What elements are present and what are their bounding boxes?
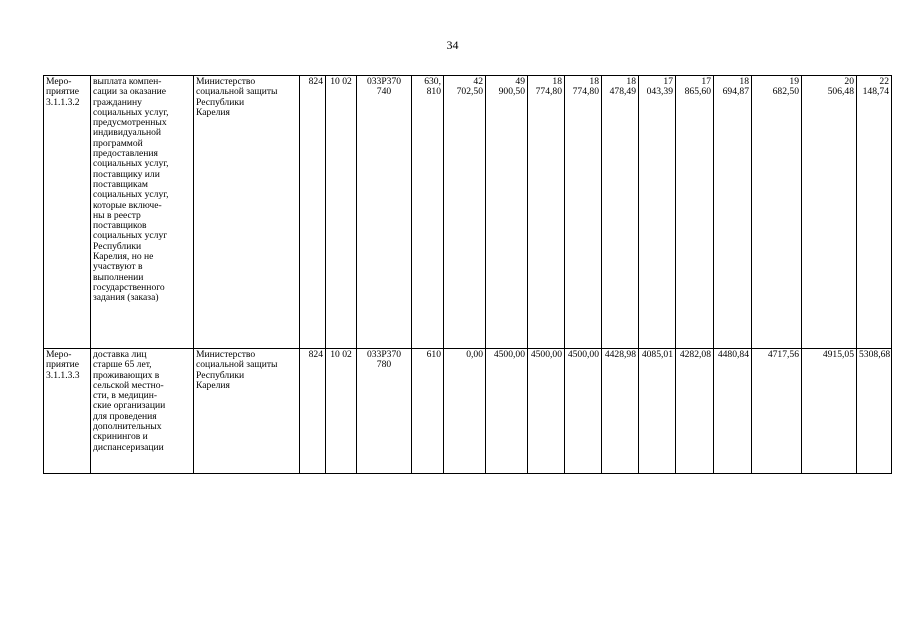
- value-cell: 20 506,48: [802, 76, 857, 349]
- executor-cell: Министерство социальной защиты Республики Карелия: [194, 349, 300, 474]
- value-cell: 22 148,74: [857, 76, 892, 349]
- value-cell: 4500,00: [486, 349, 528, 474]
- value-cell: 4480,84: [714, 349, 752, 474]
- page-number: 34: [446, 38, 459, 52]
- value-cell: 4428,98: [602, 349, 639, 474]
- executor-cell: Министерство социальной защиты Республики Карелия: [194, 76, 300, 349]
- measure-code-cell: Меро- приятие 3.1.1.3.2: [44, 76, 91, 349]
- value-cell: 17 865,60: [676, 76, 714, 349]
- budget-table: [43, 75, 892, 474]
- rzpr-cell: 10 02: [326, 76, 357, 349]
- value-cell: 0,00: [444, 349, 486, 474]
- value-cell: 4500,00: [528, 349, 565, 474]
- value-cell: 4500,00: [565, 349, 602, 474]
- grbs-cell: 824: [300, 349, 326, 474]
- value-cell: 18 774,80: [528, 76, 565, 349]
- grbs-cell: 824: [300, 76, 326, 349]
- value-cell: 42 702,50: [444, 76, 486, 349]
- value-cell: 5308,68: [857, 349, 892, 474]
- value-cell: 18 478,49: [602, 76, 639, 349]
- value-cell: 4282,08: [676, 349, 714, 474]
- table-row: [44, 76, 892, 349]
- rzpr-cell: 10 02: [326, 349, 357, 474]
- vr-cell: 610: [412, 349, 444, 474]
- value-cell: 4085,01: [639, 349, 676, 474]
- value-cell: 4717,56: [752, 349, 802, 474]
- csr-cell: 033Р370 740: [357, 76, 412, 349]
- measure-code-cell: Меро- приятие 3.1.1.3.3: [44, 349, 91, 474]
- table-row: [44, 349, 892, 474]
- value-cell: 49 900,50: [486, 76, 528, 349]
- value-cell: 17 043,39: [639, 76, 676, 349]
- value-cell: 18 774,80: [565, 76, 602, 349]
- measure-description-cell: выплата компен- сации за оказание гражданину социальных услуг, предусмотренных индивидуальной программой предоставления социальных услуг, поставщику или поставщикам социальных услуг, которые включе- ны в реестр поставщиков социальных услуг Республики Карелия, но не участвуют в выполнении государственного задания (заказа): [91, 76, 194, 349]
- csr-cell: 033Р370 780: [357, 349, 412, 474]
- value-cell: 19 682,50: [752, 76, 802, 349]
- value-cell: 4915,05: [802, 349, 857, 474]
- value-cell: 18 694,87: [714, 76, 752, 349]
- measure-description-cell: доставка лиц старше 65 лет, проживающих в сельской местно- сти, в медицин- ские организации для проведения дополнительных скринингов и диспансеризации: [91, 349, 194, 474]
- vr-cell: 630, 810: [412, 76, 444, 349]
